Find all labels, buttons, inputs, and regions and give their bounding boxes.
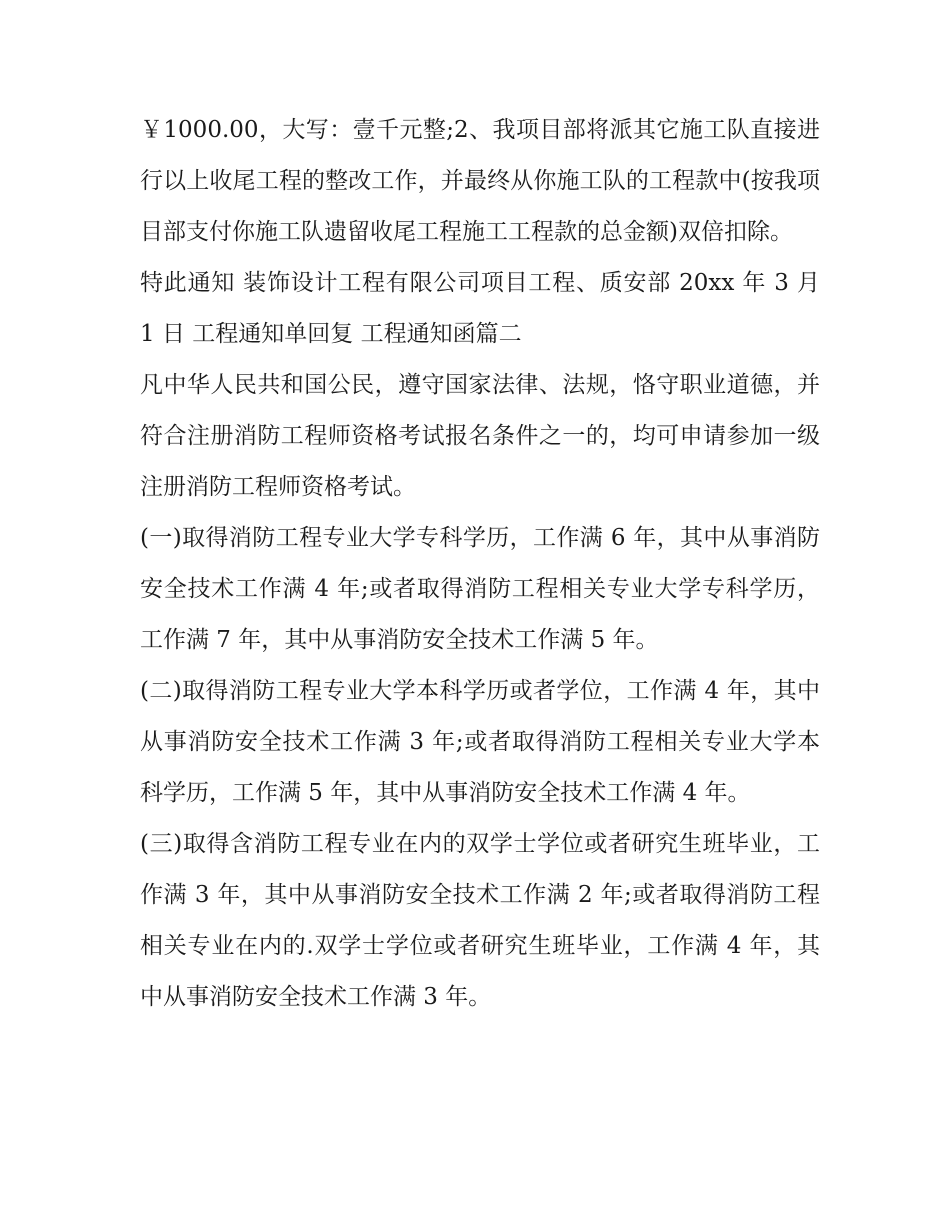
paragraph-condition-2: (二)取得消防工程专业大学本科学历或者学位，工作满 4 年，其中从事消防安全技术工作满 3 年;或者取得消防工程相关专业大学本科学历，工作满 5 年，其中从事消防安全技术工作满 4 年。 bbox=[140, 678, 820, 806]
paragraph-penalty-clause: ￥1000.00，大写：壹千元整;2、我项目部将派其它施工队直接进行以上收尾工程的整改工作，并最终从你施工队的工程款中(按我项目部支付你施工队遗留收尾工程施工工程款的总金额)双倍扣除。 bbox=[140, 117, 820, 245]
paragraph-condition-3: (三)取得含消防工程专业在内的双学士学位或者研究生班毕业，工作满 3 年，其中从事消防安全技术工作满 2 年;或者取得消防工程相关专业在内的.双学士学位或者研究生班毕业，工作满 4 年，其中从事消防安全技术工作满 3 年。 bbox=[140, 831, 820, 1010]
document-body bbox=[140, 105, 820, 1023]
paragraph-exam-eligibility: 凡中华人民共和国公民，遵守国家法律、法规，恪守职业道德，并符合注册消防工程师资格考试报名条件之一的，均可申请参加一级注册消防工程师资格考试。 bbox=[140, 372, 820, 500]
paragraph-notice-signature: 特此通知 装饰设计工程有限公司项目工程、质安部 20xx 年 3 月 1 日 工程通知单回复 工程通知函篇二 bbox=[140, 270, 820, 347]
paragraph-condition-1: (一)取得消防工程专业大学专科学历，工作满 6 年，其中从事消防安全技术工作满 4 年;或者取得消防工程相关专业大学专科学历，工作满 7 年，其中从事消防安全技术工作满 5 年。 bbox=[140, 525, 820, 653]
